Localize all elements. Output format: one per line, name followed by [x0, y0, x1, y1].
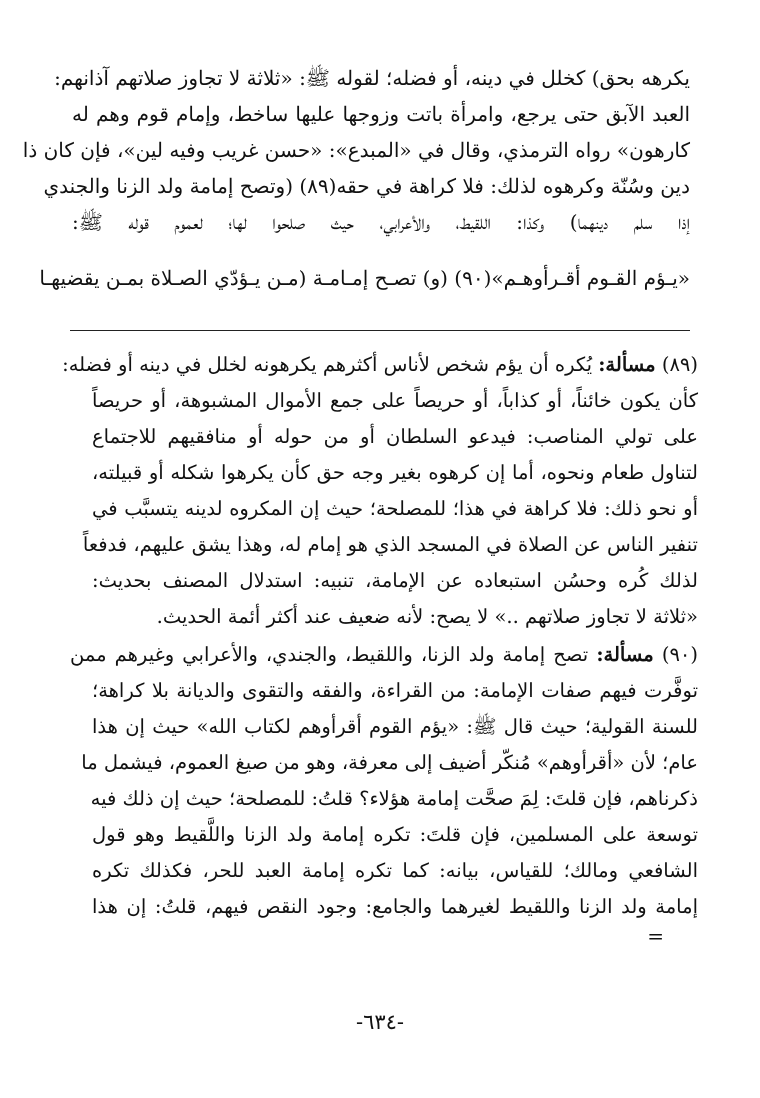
- footnote-line: على تولي المناصب: فيدعو السلطان أو من حوله أو منافقيهم للاجتماع: [92, 425, 698, 448]
- footnote-line: إمامة ولد الزنا واللقيط لغيرهما والجامع: وجود النقص فيهم، قلتُ: إن هذا: [92, 895, 698, 918]
- footnote-line: لذلك كُره وحسُن استبعاده عن الإمامة، تنبيه: استدلال المصنف بحديث:: [92, 569, 698, 592]
- footnote-line: كأن يكون خائناً، أو كذاباً، أو حريصاً على جمع الأموال المشبوهة، أو حريصاً: [92, 389, 698, 412]
- footnote-heading-line: [70, 640, 698, 672]
- footnote-separator: [70, 330, 690, 331]
- main-line: يكرهه بحق) كخلل في دينه، أو فضله؛ لقوله ﷺ: «ثلاثة لا تجاوز صلاتهم آذانهم:: [54, 66, 690, 90]
- main-line: إذا سلم دينهما) وكذا: اللقيط، والأعرابي، حيث صلحوا لها؛ لعموم قوله ﷺ:: [72, 210, 690, 234]
- main-line: «يـؤم القـوم أقـرأوهـم»(٩٠) (و) تصـح إمـامـة (مـن يـؤدّي الصـلاة بمـن يقضيهـا: [39, 266, 690, 290]
- footnote-line: توسعة على المسلمين، فإن قلتَ: تكره إمامة ولد الزنا واللَّقيط وهو قول: [92, 823, 698, 846]
- footnote-text: تصح إمامة ولد الزنا، واللقيط، والجندي، والأعرابي وغيرهم ممن: [70, 643, 589, 666]
- page-number: -٦٣٤-: [355, 1010, 405, 1034]
- footnote-line: ذكرناهم، فإن قلتَ: لِمَ صحَّت إمامة هؤلاء؟ قلتُ: للمصلحة؛ حيث إن ذلك فيه: [90, 787, 698, 810]
- main-line: العبد الآبق حتى يرجع، وامرأة باتت وزوجها عليها ساخط، وإمام قوم وهم له: [72, 102, 690, 126]
- footnote-line: الشافعي ومالك؛ للقياس، بيانه: كما تكره إمامة العبد للحر، فكذلك تكره: [92, 859, 698, 882]
- footnote-heading-line: [62, 350, 698, 382]
- footnote-line: عام؛ لأن «أقرأوهم» مُنكّر أضيف إلى معرفة، وهو من صيغ العموم، فيشمل ما: [81, 751, 698, 774]
- footnote-line: للسنة القولية؛ حيث قال ﷺ: «يؤم القوم أقرأوهم لكتاب الله» حيث إن هذا: [92, 715, 698, 738]
- footnote-line: توفَّرت فيهم صفات الإمامة: من القراءة، والفقه والتقوى والديانة بلا كراهة؛: [92, 679, 698, 702]
- footnote-number: (٨٩): [661, 353, 698, 376]
- footnote-line: لتناول طعام ونحوه، أما إن كرهوه بغير وجه حق كأن يكرهوا شكله أو قبيلته،: [92, 461, 698, 484]
- footnote-line: «ثلاثة لا تجاوز صلاتهم ..» لا يصح: لأنه ضعيف عند أكثر أئمة الحديث.: [156, 605, 698, 628]
- footnote-line: أو نحو ذلك: فلا كراهة في هذا؛ للمصلحة؛ حيث إن المكروه لدينه يتسبَّب في: [92, 497, 698, 520]
- footnote-line: تنفير الناس عن الصلاة في المسجد الذي هو إمام له، وهذا يشق عليهم، فدفعاً: [82, 533, 698, 556]
- footnote-label: مسألة:: [598, 353, 656, 376]
- footnote-text: يُكره أن يؤم شخص لأناس أكثرهم يكرهونه لخلل في دينه أو فضله:: [62, 353, 593, 376]
- footnote-label: مسألة:: [596, 643, 654, 666]
- main-line: دين وسُنّة وكرهوه لذلك: فلا كراهة في حقه(٨٩) (وتصح إمامة ولد الزنا والجندي: [43, 174, 690, 198]
- footnote-number: (٩٠): [661, 643, 698, 666]
- continuation-marker: =: [647, 924, 664, 948]
- main-line: كارهون» رواه الترمذي، وقال في «المبدع»: «حسن غريب وفيه لين»، فإن كان ذا: [22, 138, 690, 162]
